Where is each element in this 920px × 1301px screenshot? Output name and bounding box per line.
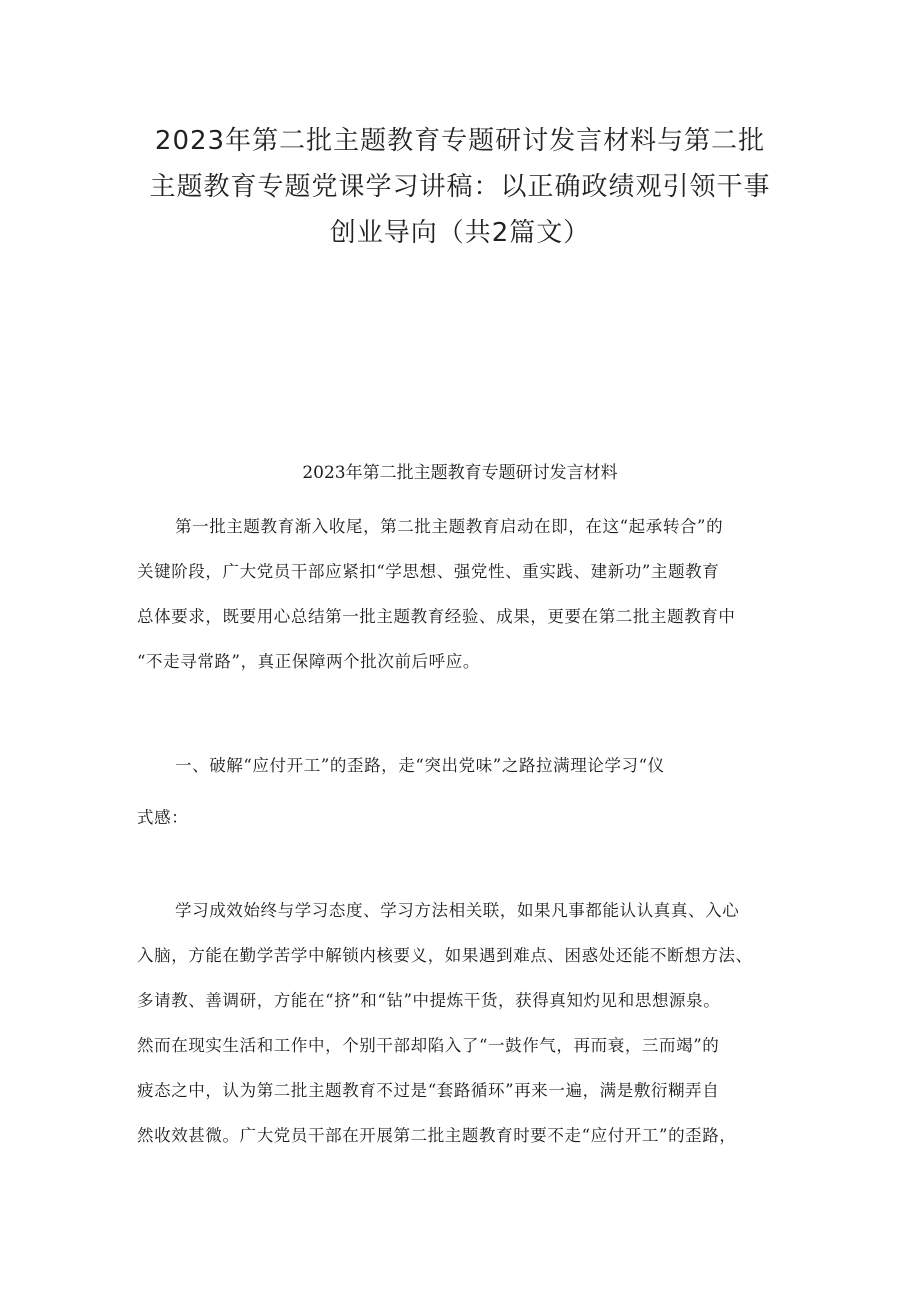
heading-line: 一、破解“应付开工”的歪路，走“突出党味”之路拉满理论学习“仪	[175, 756, 665, 775]
paragraph-line: 学习成效始终与学习态度、学习方法相关联，如果凡事都能认认真真、入心	[175, 901, 740, 920]
document-title	[120, 118, 800, 256]
paragraph-line: 第一批主题教育渐入收尾，第二批主题教育启动在即，在这“起承转合”的	[175, 517, 724, 536]
paragraph-line: 关键阶段，广大党员干部应紧扣“学思想、强党性、重实践、建新功”主题教育	[137, 562, 720, 581]
title-line: 2023年第二批主题教育专题研讨发言材料与第二批	[154, 126, 766, 156]
title-line: 创业导向（共2篇文）	[329, 218, 591, 248]
body-paragraph	[137, 888, 787, 1158]
paragraph-line: 总体要求，既要用心总结第一批主题教育经验、成果，更要在第二批主题教育中	[137, 607, 736, 626]
paragraph-line: 疲态之中，认为第二批主题教育不过是“套路循环”再来一遍，满是敷衍糊弄自	[137, 1081, 720, 1100]
paragraph-line: “不走寻常路”，真正保障两个批次前后呼应。	[137, 652, 480, 671]
paragraph-line: 入脑，方能在勤学苦学中解锁内核要义，如果遇到难点、困惑处还能不断想方法、	[137, 946, 753, 965]
heading-one	[137, 740, 787, 844]
paragraph-line: 然收效甚微。广大党员干部在开展第二批主题教育时要不走“应付开工”的歪路，	[137, 1126, 737, 1145]
paragraph-line: 然而在现实生活和工作中，个别干部却陷入了“一鼓作气，再而衰，三而竭”的	[137, 1036, 720, 1055]
section-title: 2023年第二批主题教育专题研讨发言材料	[302, 463, 618, 483]
heading-line: 式感：	[137, 808, 189, 827]
intro-paragraph	[137, 504, 787, 684]
title-line: 主题教育专题党课学习讲稿：以正确政绩观引领干事	[149, 172, 771, 202]
paragraph-line: 多请教、善调研，方能在“挤”和“钻”中提炼干货，获得真知灼见和思想源泉。	[137, 991, 721, 1010]
